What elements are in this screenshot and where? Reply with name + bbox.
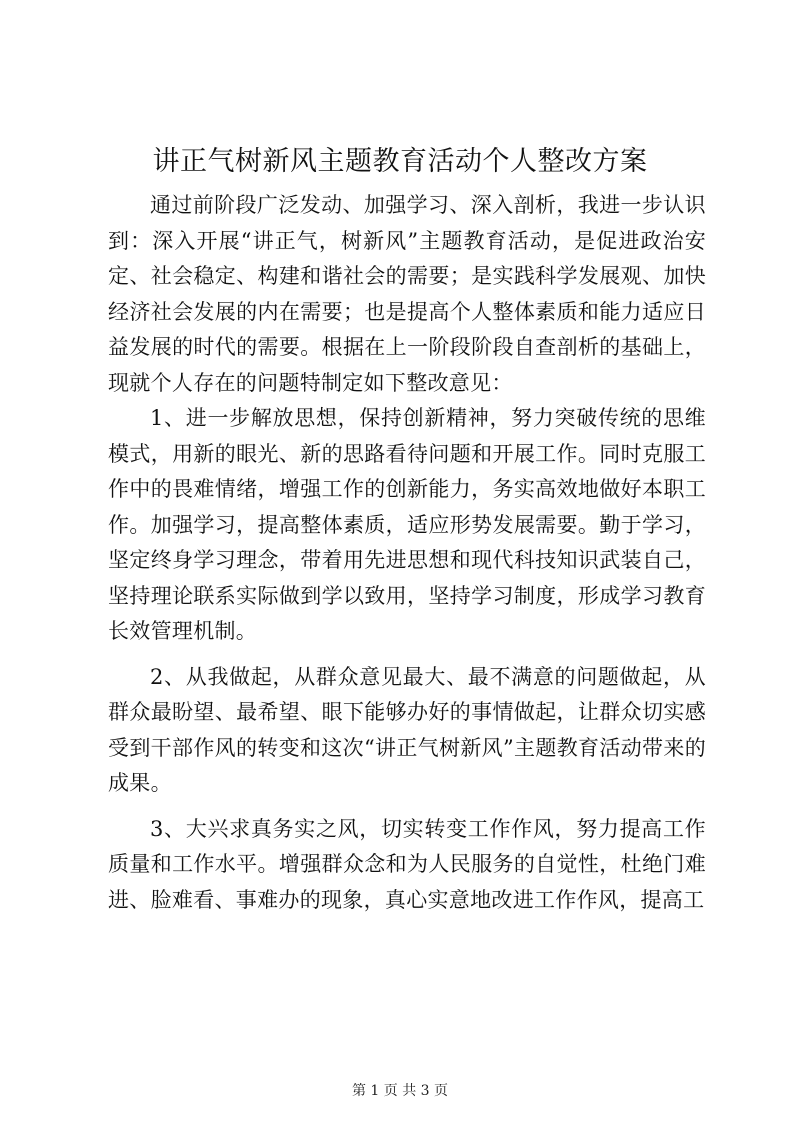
- page-footer: 第 1 页 共 3 页: [351, 1083, 449, 1099]
- paragraph-item-2: 2、从我做起，从群众意见最大、最不满意的问题做起，从群众最盼望、最希望、眼下能够办好的事情做起，让群众切实感受到干部作风的转变和这次“讲正气树新风”主题教育活动带来的成果。: [108, 664, 706, 795]
- paragraph-item-3: 3、大兴求真务实之风，切实转变工作作风，努力提高工作质量和工作水平。增强群众念和为人民服务的自觉性，杜绝门难进、脸难看、事难办的现象，真心实意地改进工作作风，提高工: [108, 816, 706, 912]
- paragraph-intro: 通过前阶段广泛发动、加强学习、深入剖析，我进一步认识到：深入开展“讲正气，树新风”主题教育活动，是促进政治安定、社会稳定、构建和谐社会的需要；是实践科学发展观、加快经济社会发展的内在需要；也是提高个人整体素质和能力适应日益发展的时代的需要。根据在上一阶段阶段自查剖析的基础上，现就个人存在的问题特制定如下整改意见：: [108, 193, 706, 395]
- document-body: [108, 188, 706, 918]
- document-title: 讲正气树新风主题教育活动个人整改方案: [152, 146, 648, 177]
- paragraph-item-1: 1、进一步解放思想，保持创新精神，努力突破传统的思维模式，用新的眼光、新的思路看待问题和开展工作。同时克服工作中的畏难情绪，增强工作的创新能力，务实高效地做好本职工作。加强学习，提高整体素质，适应形势发展需要。勤于学习，坚定终身学习理念，带着用先进思想和现代科技知识武装自己，坚持理论联系实际做到学以致用，坚持学习制度，形成学习教育长效管理机制。: [108, 406, 706, 643]
